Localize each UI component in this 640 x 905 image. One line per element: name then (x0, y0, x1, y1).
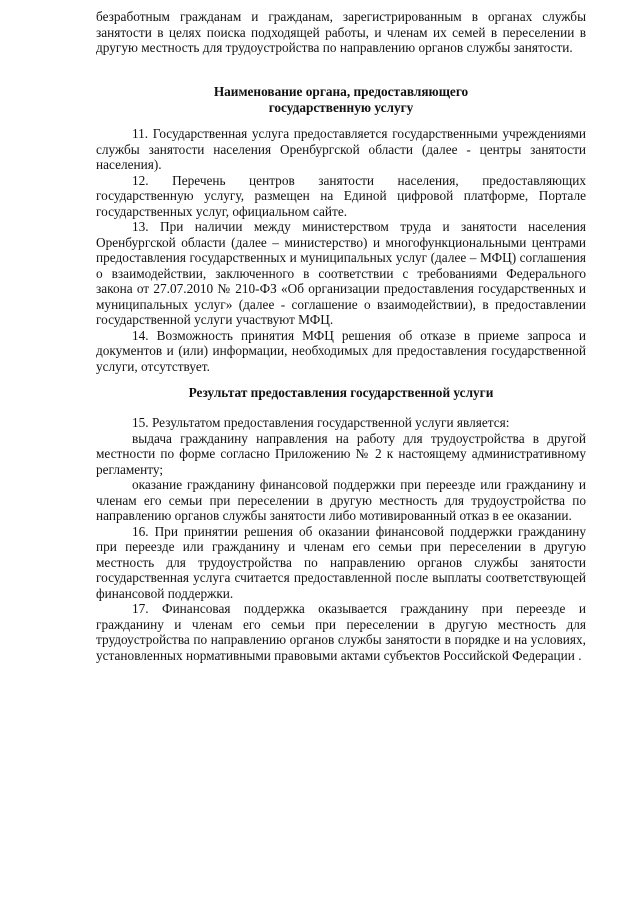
paragraph-11: 11. Государственная услуга предоставляется государственными учреждениями службы занятости населения Оренбургской области (далее - центры занятости населения). (96, 126, 586, 172)
list-item-direction: выдача гражданину направления на работу для трудоустройства в другой местности по форме согласно Приложению № 2 к настоящему административному регламенту; (96, 430, 586, 477)
paragraph-16: 16. При принятии решения об оказании финансовой поддержки гражданину при переезде или гражданину и членам его семьи при переселении в другую местность для трудоустройства по направлению органов службы занятости государственная услуга считается предоставленной после выплаты соответствующей финансовой поддержки. (96, 523, 586, 601)
paragraph-12: 12. Перечень центров занятости населения, предоставляющих государственную услугу, размещен на Единой цифровой платформе, Портале государственных услуг, официальном сайте. (96, 172, 586, 219)
intro-paragraph-block (96, 9, 586, 56)
intro-paragraph: безработным гражданам и гражданам, зарегистрированным в органах службы занятости в целях поиска подходящей работы, и членам их семей в переселении в другую местность для трудоустройства по направлению органов службы занятости. (96, 9, 586, 55)
paragraph-13: 13. При наличии между министерством труда и занятости населения Оренбургской области (далее – министерство) и многофункциональными центрами предоставления государственных и муниципальных услуг (далее – МФЦ) соглашения о взаимодействии, заключенного в соответствии с требованиями Федерального закона от 27.07.2010 № 210-ФЗ «Об организации предоставления государственных и муниципальных услуг» (далее - соглашение о взаимодействии), в предоставлении государственной услуги участвуют МФЦ. (96, 219, 586, 327)
paragraph-17: 17. Финансовая поддержка оказывается гражданину при переезде и гражданину и членам его семьи при переселении в другую местность для трудоустройства по направлению органов службы занятости в порядке и на условиях, установленных нормативными правовыми актами субъектов Российской Федерации . (96, 601, 586, 663)
section-body-result (96, 415, 586, 663)
paragraph-14: 14. Возможность принятия МФЦ решения об отказе в приеме запроса и документов и (или) информации, необходимых для предоставления государственной услуги, отсутствует. (96, 327, 586, 374)
list-item-financial-support: оказание гражданину финансовой поддержки при переезде или гражданину и членам его семьи при переселении в другую местность для трудоустройства по направлению органов службы занятости либо мотивированный отказ в ее оказании. (96, 477, 586, 523)
section-heading-line: Результат предоставления государственной услуги (188, 385, 494, 400)
section-body-authority (96, 126, 586, 374)
section-heading-result (96, 385, 586, 401)
paragraph-15: 15. Результатом предоставления государственной услуги является: (132, 415, 510, 430)
section-heading-line: государственную услугу (268, 99, 414, 115)
section-heading-authority (96, 84, 586, 115)
section-heading-line: Наименование органа, предоставляющего (213, 84, 469, 99)
